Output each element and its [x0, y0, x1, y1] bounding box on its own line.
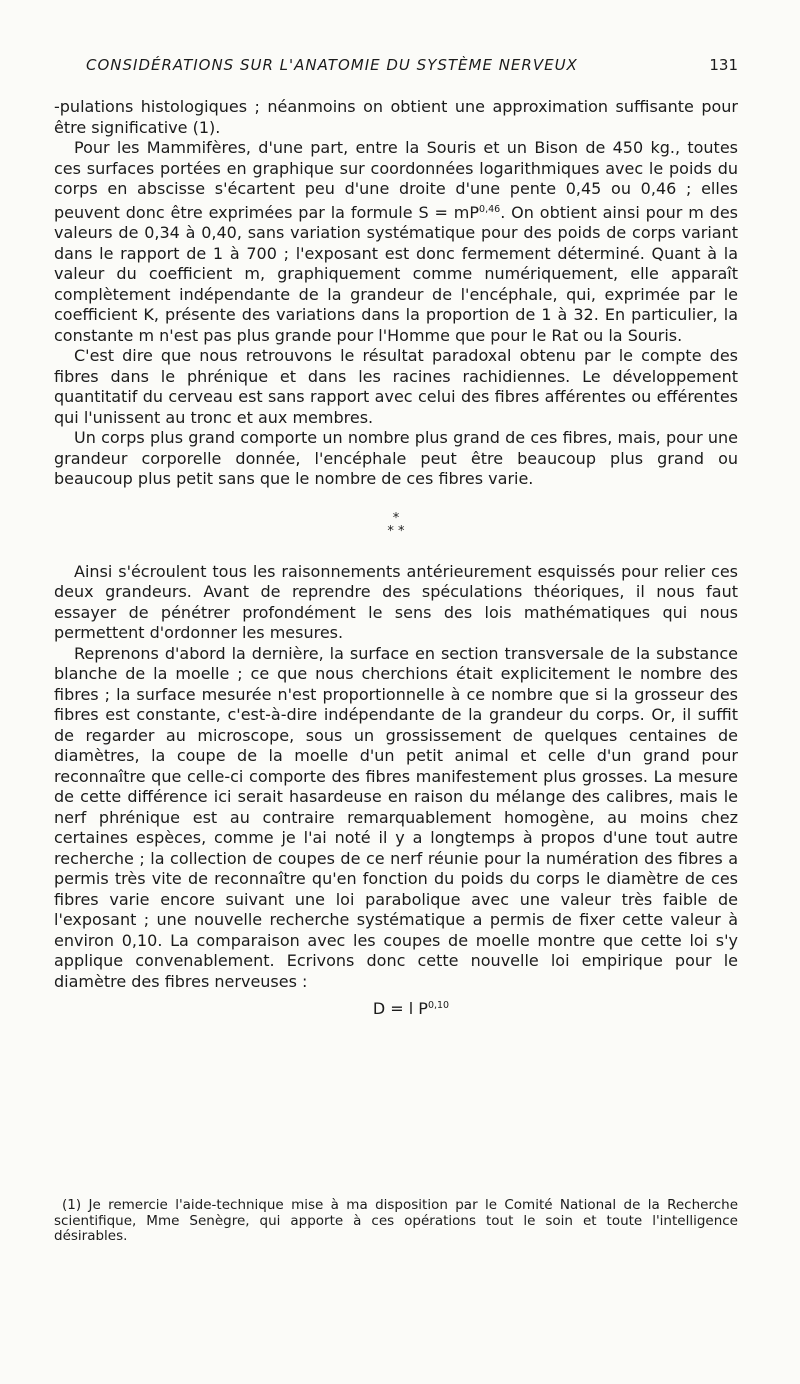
paragraph-3: C'est dire que nous retrouvons le résultat paradoxal obtenu par le compte des fibres dans le phrénique et dans les racines rachidiennes. Le développement quantitatif du cerveau est sans rapport avec celui des fibres afférentes ou efférentes qui l'unissent au tronc et aux membres. — [54, 346, 738, 427]
paragraph-2-part-a: Pour les Mammifères, d'une part, entre la Souris et un Bison de 450 kg., toutes ces surfaces portées en graphique sur coordonnées logarithmiques avec le poids du corps en abscisse s'écartent peu d'une droite d'une pente 0,45 ou 0,46 ; elles peuvent donc être exprimées par la formule S = mP — [54, 138, 738, 222]
formula-main: D = l P — [372, 999, 428, 1018]
section-separator — [54, 512, 738, 538]
running-header — [86, 56, 738, 74]
paragraph-5: Ainsi s'écroulent tous les raisonnements antérieurement esquissés pour relier ces deux grandeurs. Avant de reprendre des spéculations théoriques, il nous faut essayer de pénétrer profondément le sens des lois mathématiques qui nous permettent d'ordonner les mesures. — [54, 561, 738, 642]
paragraph-6: Reprenons d'abord la dernière, la surface en section transversale de la substance blanche de la moelle ; ce que nous cherchions était explicitement le nombre des fibres ; la surface mesurée n'est proportionnelle à ce nombre que si la grosseur des fibres est constante, c'est-à-dire indépendante de la grandeur du corps. Or, il suffit de regarder au microscope, sous un grossissement de quelques centaines de diamètres, la coupe de la moelle d'un petit animal et celle d'un grand pour reconnaître que celle-ci comporte des fibres manifestement plus grosses. La mesure de cette différence ici serait hasardeuse en raison du mélange des calibres, mais le nerf phrénique est au contraire remarquablement homogène, au moins chez certaines espèces, comme je l'ai noté il y a longtemps à propos d'une tout autre recherche ; la collection de coupes de ce nerf réunie pour la numération des fibres a permis très vite de reconnaître qu'en fonction du poids du corps le diamètre de ces fibres varie encore suivant une loi parabolique avec une valeur très faible de l'exposant ; une nouvelle recherche systématique a permis de fixer cette valeur à environ 0,10. La comparaison avec les coupes de moelle montre que cette loi s'y applique convenablement. Ecrivons donc cette nouvelle loi empirique pour le diamètre des fibres nerveuses : — [54, 643, 738, 991]
separator-star-top: * — [392, 510, 400, 526]
exponent-046: 0,46 — [479, 203, 501, 215]
formula-exponent: 0,10 — [427, 1000, 450, 1011]
paragraph-4: Un corps plus grand comporte un nombre plus grand de ces fibres, mais, pour une grandeur corporelle donnée, l'encéphale peut être beaucoup plus grand ou beaucoup plus petit sans que le nombre de ces fibres varie. — [54, 428, 738, 488]
running-title: CONSIDÉRATIONS SUR L'ANATOMIE DU SYSTÈME NERVEUX — [86, 56, 578, 74]
main-text — [54, 97, 738, 1020]
formula-diameter — [54, 996, 738, 1020]
paragraph-1: -pulations histologiques ; néanmoins on obtient une approximation suffisante pour être significative (1). — [54, 97, 738, 137]
footnote-text: (1) Je remercie l'aide-technique mise à ma disposition par le Comité National de la Recherche scientifique, Mme Senègre, qui apporte à ces opérations tout le soin et toute l'intelligence désirables. — [54, 1197, 738, 1244]
page-number: 131 — [709, 56, 738, 74]
paragraph-2-part-b: . On obtient ainsi pour m des valeurs de 0,34 à 0,40, sans variation systématique pour des poids de corps variant dans le rapport de 1 à 700 ; l'exposant est donc fermement déterminé. Quant à la valeur du coefficient m, graphiquement comme numériquement, elle apparaît complètement indépendante de la grandeur de l'encéphale, qui, exprimée par le coefficient K, présente des variations dans la proportion de 1 à 32. En particulier, la constante m n'est pas plus grande pour l'Homme que pour le Rat ou la Souris. — [54, 202, 739, 345]
separator-stars-bottom: * * — [387, 523, 405, 539]
paragraph-2 — [54, 138, 738, 346]
footnote — [54, 1198, 738, 1245]
